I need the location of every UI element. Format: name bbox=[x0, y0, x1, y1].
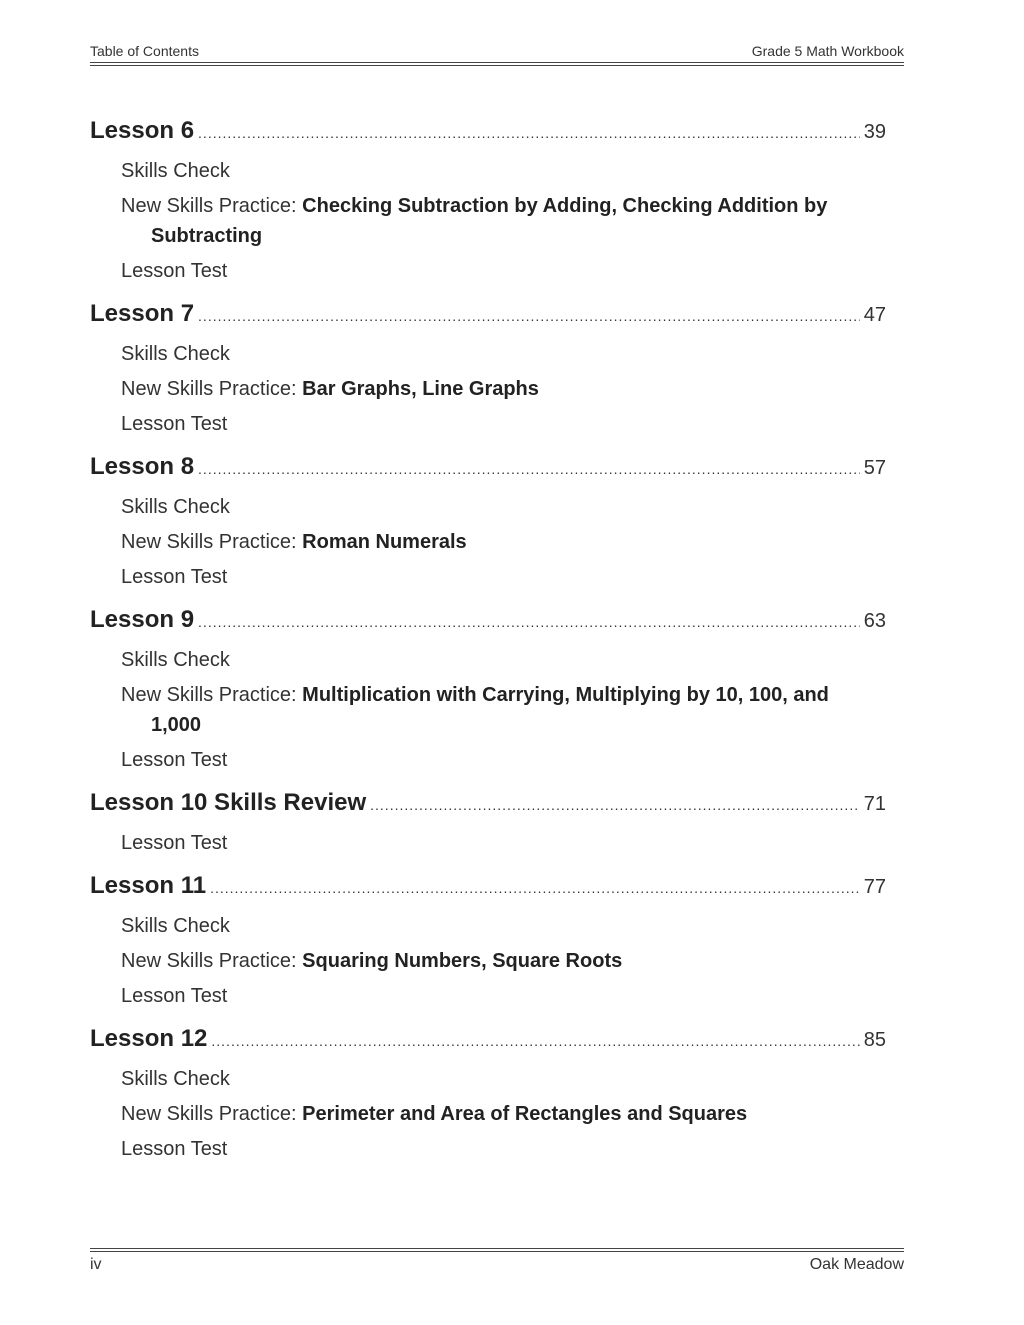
skills-check-item: Skills Check bbox=[121, 496, 230, 518]
skills-check-item: Skills Check bbox=[121, 1068, 230, 1090]
practice-topic: Roman Numerals bbox=[302, 531, 467, 553]
lesson-title: Lesson 12 bbox=[90, 1025, 208, 1052]
lesson-title: Lesson 6 bbox=[90, 117, 195, 144]
dot-leader bbox=[370, 797, 860, 813]
new-skills-practice-item bbox=[90, 374, 871, 404]
practice-topic: Checking Subtraction by Adding, Checking Addition by Subtracting bbox=[151, 195, 828, 247]
page-number: 39 bbox=[863, 121, 886, 143]
toc-entry-heading[interactable] bbox=[90, 117, 886, 151]
toc-entry-lesson-7 bbox=[90, 300, 886, 439]
dot-leader bbox=[211, 1033, 859, 1049]
toc-entry-lesson-12 bbox=[90, 1025, 886, 1164]
toc-entry-heading[interactable] bbox=[90, 1025, 886, 1059]
toc-entry-lesson-11 bbox=[90, 872, 886, 1011]
page-number: 77 bbox=[863, 876, 886, 898]
practice-label: New Skills Practice: bbox=[121, 531, 297, 553]
practice-label: New Skills Practice: bbox=[121, 684, 297, 706]
new-skills-practice-item bbox=[90, 1099, 871, 1129]
practice-topic: Squaring Numbers, Square Roots bbox=[302, 950, 623, 972]
skills-check-item: Skills Check bbox=[121, 915, 230, 937]
lesson-title: Lesson 9 bbox=[90, 606, 195, 633]
lesson-test-item: Lesson Test bbox=[121, 749, 228, 771]
lesson-test-item: Lesson Test bbox=[121, 260, 228, 282]
skills-check-item: Skills Check bbox=[121, 343, 230, 365]
lesson-test-item: Lesson Test bbox=[121, 832, 228, 854]
publisher-name: Oak Meadow bbox=[809, 1256, 904, 1273]
page-footer bbox=[90, 1256, 904, 1276]
toc-entry-heading[interactable] bbox=[90, 789, 886, 823]
new-skills-practice-item bbox=[90, 191, 871, 251]
page-number: 85 bbox=[863, 1029, 886, 1051]
header-book-title: Grade 5 Math Workbook bbox=[751, 43, 904, 59]
page-number: 71 bbox=[863, 793, 886, 815]
page-header bbox=[90, 43, 904, 61]
header-section-title: Table of Contents bbox=[90, 43, 199, 59]
lesson-title: Lesson 10 Skills Review bbox=[90, 789, 367, 816]
lesson-test-item: Lesson Test bbox=[121, 566, 228, 588]
toc-entry-heading[interactable] bbox=[90, 606, 886, 640]
page-number: 63 bbox=[863, 610, 886, 632]
practice-label: New Skills Practice: bbox=[121, 378, 297, 400]
dot-leader bbox=[198, 125, 860, 141]
lesson-test-item: Lesson Test bbox=[121, 985, 228, 1007]
dot-leader bbox=[210, 880, 860, 896]
footer-rule bbox=[90, 1248, 904, 1252]
lesson-test-item: Lesson Test bbox=[121, 413, 228, 435]
dot-leader bbox=[198, 614, 860, 630]
toc-entry-lesson-8 bbox=[90, 453, 886, 592]
practice-label: New Skills Practice: bbox=[121, 1103, 297, 1125]
lesson-title: Lesson 11 bbox=[90, 872, 207, 899]
skills-check-item: Skills Check bbox=[121, 160, 230, 182]
dot-leader bbox=[198, 461, 860, 477]
new-skills-practice-item bbox=[90, 946, 871, 976]
toc-entry-lesson-6 bbox=[90, 117, 886, 286]
toc-entry-heading[interactable] bbox=[90, 453, 886, 487]
skills-check-item: Skills Check bbox=[121, 649, 230, 671]
practice-label: New Skills Practice: bbox=[121, 195, 297, 217]
page-number: 57 bbox=[863, 457, 886, 479]
practice-label: New Skills Practice: bbox=[121, 950, 297, 972]
toc-entry-heading[interactable] bbox=[90, 300, 886, 334]
dot-leader bbox=[198, 308, 860, 324]
practice-topic: Multiplication with Carrying, Multiplying by 10, 100, and 1,000 bbox=[151, 684, 829, 736]
new-skills-practice-item bbox=[90, 680, 871, 740]
header-rule bbox=[90, 62, 904, 66]
new-skills-practice-item bbox=[90, 527, 871, 557]
lesson-test-item: Lesson Test bbox=[121, 1138, 228, 1160]
toc-entry-heading[interactable] bbox=[90, 872, 886, 906]
lesson-title: Lesson 8 bbox=[90, 453, 195, 480]
practice-topic: Bar Graphs, Line Graphs bbox=[302, 378, 539, 400]
toc-entry-lesson-9 bbox=[90, 606, 886, 775]
practice-topic: Perimeter and Area of Rectangles and Squares bbox=[302, 1103, 748, 1125]
page-number-roman: iv bbox=[90, 1256, 102, 1273]
lesson-title: Lesson 7 bbox=[90, 300, 195, 327]
page-number: 47 bbox=[863, 304, 886, 326]
table-of-contents bbox=[90, 117, 886, 1178]
toc-entry-lesson-10 bbox=[90, 789, 886, 858]
